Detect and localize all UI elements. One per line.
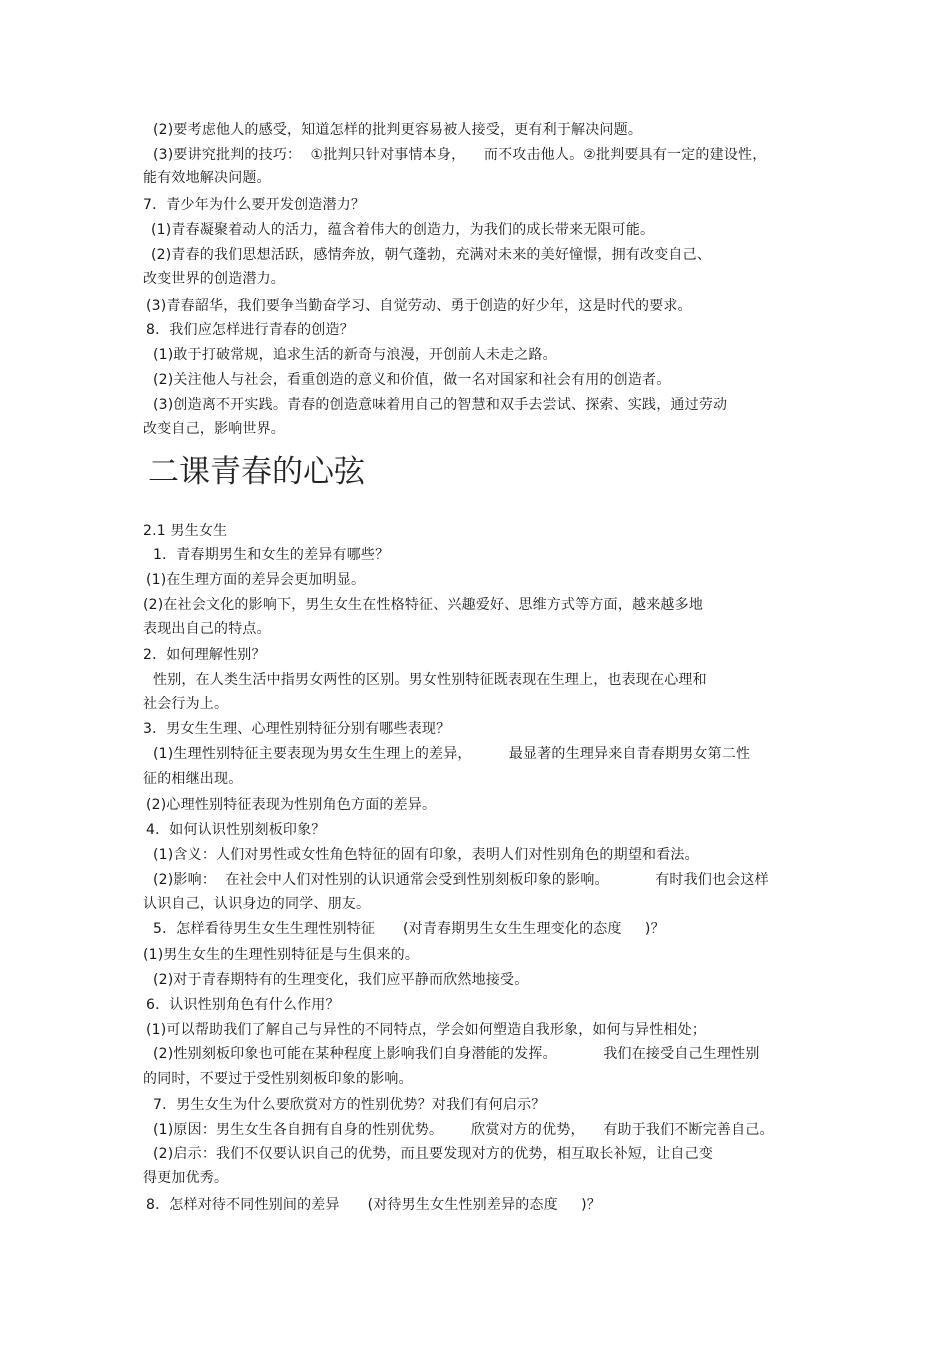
chapter-title: 二课青春的心弦 <box>148 454 365 490</box>
question-heading: 6．认识性别角色有什么作用？ <box>146 997 340 1013</box>
paragraph-line: 的同时，不要过于受性别刻板印象的影响。 <box>143 1071 413 1087</box>
paragraph-line: (2)青春的我们思想活跃，感情奔放，朝气蓬勃，充满对未来的美好憧憬，拥有改变自己、 <box>151 247 712 263</box>
paragraph-line: 改变自己，影响世界。 <box>143 421 285 437</box>
paragraph-line: 表现出自己的特点。 <box>143 621 271 637</box>
question-heading: 4．如何认识性别刻板印象？ <box>146 822 326 838</box>
paragraph-line: (2)关注他人与社会，看重创造的意义和价值，做一名对国家和社会有用的创造者。 <box>153 372 671 388</box>
paragraph-line: 改变世界的创造潜力。 <box>143 271 285 287</box>
paragraph-line: 认识自己，认识身边的同学、朋友。 <box>143 896 371 912</box>
paragraph-line: (1)敢于打破常规，追求生活的新奇与浪漫，开创前人未走之路。 <box>153 347 557 363</box>
paragraph-line: (2)对于青春期特有的生理变化，我们应平静而欣然地接受。 <box>153 972 529 988</box>
question-heading: 2．如何理解性别？ <box>143 647 266 663</box>
question-heading: 8．我们应怎样进行青春的创造？ <box>146 322 354 338</box>
paragraph-line: (1)含义：人们对男性或女性角色特征的固有印象，表明人们对性别角色的期望和看法。 <box>153 847 699 863</box>
paragraph-line: (3)青春韶华，我们要争当勤奋学习、自觉劳动、勇于创造的好少年，这是时代的要求。 <box>146 298 692 314</box>
paragraph-line: (2)影响： 在社会中人们对性别的认识通常会受到性别刻板印象的影响。 有时我们也会这样 <box>153 872 769 888</box>
paragraph-line: (2)要考虑他人的感受，知道怎样的批判更容易被人接受，更有利于解决问题。 <box>153 122 643 138</box>
paragraph-line: (2)启示：我们不仅要认识自己的优势，而且要发现对方的优势，相互取长补短，让自己变 <box>153 1146 714 1162</box>
question-heading: 7．青少年为什么要开发创造潜力？ <box>143 197 366 213</box>
paragraph-line: 征的相继出现。 <box>143 771 243 787</box>
paragraph-line: 社会行为上。 <box>143 696 229 712</box>
question-heading: 5．怎样看待男生女生生理性别特征 (对青春期男生女生生理变化的态度 )？ <box>153 921 665 937</box>
question-heading: 3．男女生生理、心理性别特征分别有哪些表现？ <box>143 721 451 737</box>
paragraph-line: 得更加优秀。 <box>143 1170 229 1186</box>
paragraph-line: (3)要讲究批判的技巧： ①批判只针对事情本身， 而不攻击他人。②批判要具有一定的建设性， <box>153 147 767 163</box>
paragraph-line: (1)青春凝聚着动人的活力，蕴含着伟大的创造力，为我们的成长带来无限可能。 <box>151 222 655 238</box>
paragraph-line: (1)可以帮助我们了解自己与异性的不同特点，学会如何塑造自我形象，如何与异性相处； <box>146 1022 707 1038</box>
paragraph-line: (1)男生女生的生理性别特征是与生俱来的。 <box>143 947 420 963</box>
paragraph-line: 性别，在人类生活中指男女两性的区别。男女性别特征既表现在生理上，也表现在心理和 <box>153 672 707 688</box>
paragraph-line: (2)性别刻板印象也可能在某种程度上影响我们自身潜能的发挥。 我们在接受自己生理性别 <box>153 1046 760 1062</box>
question-heading: 1．青春期男生和女生的差异有哪些？ <box>153 547 390 563</box>
question-heading: 8．怎样对待不同性别间的差异 (对待男生女生性别差异的态度 )？ <box>146 1197 601 1213</box>
paragraph-line: (2)在社会文化的影响下，男生女生在性格特征、兴趣爱好、思维方式等方面，越来越多地 <box>143 597 704 613</box>
paragraph-line: (1)在生理方面的差异会更加明显。 <box>146 572 366 588</box>
paragraph-line: (3)创造离不开实践。青春的创造意味着用自己的智慧和双手去尝试、探索、实践，通过劳动 <box>153 397 728 413</box>
paragraph-line: (1)原因：男生女生各自拥有自身的性别优势。 欣赏对方的优势， 有助于我们不断完善自己。 <box>153 1122 774 1138</box>
section-heading: 2.1 男生女生 <box>143 523 228 539</box>
paragraph-line: 能有效地解决问题。 <box>143 170 271 186</box>
paragraph-line: (1)生理性别特征主要表现为男女生生理上的差异， 最显著的生理异来自青春期男女第二性 <box>153 746 751 762</box>
question-heading: 7．男生女生为什么要欣赏对方的性别优势？对我们有何启示？ <box>153 1097 546 1113</box>
paragraph-line: (2)心理性别特征表现为性别角色方面的差异。 <box>146 797 437 813</box>
